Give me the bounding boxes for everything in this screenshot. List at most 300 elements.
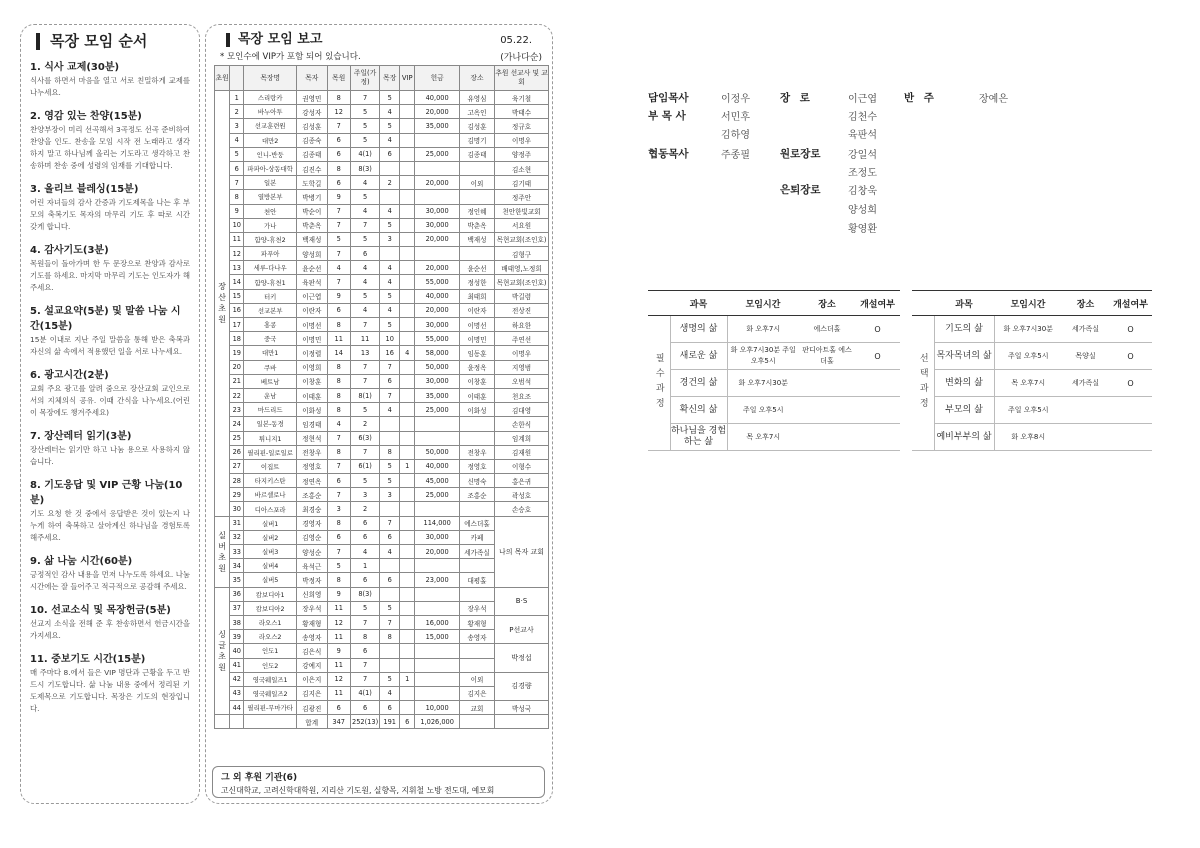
course-place: [799, 370, 855, 397]
report-cell: 11: [327, 630, 350, 644]
report-row: [215, 190, 549, 204]
report-cell: 16: [380, 346, 400, 360]
report-cell: 김종태: [297, 147, 327, 161]
report-cell: 9: [327, 644, 350, 658]
report-cell: [459, 431, 494, 445]
report-cell: 열방본부: [244, 190, 297, 204]
report-body: [215, 91, 549, 729]
report-cell: 22: [230, 388, 244, 402]
report-cell: 40: [230, 644, 244, 658]
report-cell: [415, 601, 460, 615]
report-cell: 이형수: [495, 459, 549, 473]
report-cell: 4(1): [350, 147, 379, 161]
report-cell: 파파아-상동대학: [244, 161, 297, 175]
report-cell: 21: [230, 374, 244, 388]
report-cell: 인니-반둥: [244, 147, 297, 161]
report-cell: 27: [230, 459, 244, 473]
report-cell: [415, 417, 460, 431]
report-cell: 바르셀로나: [244, 488, 297, 502]
course-row: [912, 316, 1152, 343]
supporter-cell: P선교사: [495, 615, 549, 643]
course-open: O: [1109, 370, 1152, 397]
report-cell: 1: [350, 559, 379, 573]
report-cell: 40,000: [415, 91, 460, 105]
report-row: [215, 247, 549, 261]
report-cell: [400, 545, 415, 559]
report-cell: 세루-다나우: [244, 261, 297, 275]
report-cell: 캄보디아1: [244, 587, 297, 601]
report-cell: 33: [230, 545, 244, 559]
report-cell: 6: [327, 701, 350, 715]
report-cell: 16: [230, 303, 244, 317]
report-cell: 11: [230, 232, 244, 246]
report-row: [215, 672, 549, 686]
course-name: 경건의 삶: [670, 370, 727, 397]
total-cell: [459, 715, 494, 729]
report-cell: 35: [230, 573, 244, 587]
report-cell: [400, 232, 415, 246]
report-cell: 최경숭: [297, 502, 327, 516]
report-cell: 라오스2: [244, 630, 297, 644]
report-cell: 김형구: [495, 247, 549, 261]
report-cell: 김지은: [297, 686, 327, 700]
order-step-body: 찬양부장이 미리 선곡해서 3곡정도 선곡 준비하여 찬양을 인도. 찬송을 모임 시작 전 노래라고 생각하지 말고 하나님께 올리는 기도라고 생각하고 찬송하며 찬송 중에 성령의 임재를 기대합니다.: [30, 125, 190, 170]
report-cell: [400, 119, 415, 133]
report-cell: 6: [327, 530, 350, 544]
report-cell: 필리핀-무마가타: [244, 701, 297, 715]
course-row: [648, 316, 900, 343]
report-cell: 라오스1: [244, 615, 297, 629]
report-cell: 30,000: [415, 204, 460, 218]
course-open: O: [855, 316, 900, 343]
report-cell: 박순이: [297, 204, 327, 218]
report-cell: 박태수: [495, 105, 549, 119]
course-name: 새로운 삶: [670, 343, 727, 370]
report-cell: 김광진: [297, 701, 327, 715]
report-cell: 8: [327, 516, 350, 530]
report-cell: 박춘옥: [459, 218, 494, 232]
report-cell: 16,000: [415, 615, 460, 629]
report-cell: 2: [350, 417, 379, 431]
meeting-order-panel: [20, 24, 200, 804]
report-cell: 손한식: [495, 417, 549, 431]
report-cell: 육판석: [297, 275, 327, 289]
report-cell: [400, 417, 415, 431]
report-cell: 김종숙: [297, 133, 327, 147]
order-step: [30, 427, 190, 468]
report-cell: 9: [327, 190, 350, 204]
report-cell: 5: [380, 601, 400, 615]
report-cell: [400, 403, 415, 417]
course-place: 세가족실: [1062, 316, 1109, 343]
report-row: [215, 445, 549, 459]
report-cell: 8: [327, 403, 350, 417]
report-cell: 송영자: [297, 630, 327, 644]
report-cell: 임동훈: [459, 346, 494, 360]
report-cell: 8: [350, 630, 379, 644]
order-step-body: 장산레터는 읽기만 하고 나눔 용으로 사용하지 않습니다.: [30, 445, 190, 466]
report-cell: [400, 573, 415, 587]
elder-label: 장 로: [780, 92, 813, 104]
report-cell: [400, 601, 415, 615]
report-cell: 2: [380, 176, 400, 190]
report-cell: 50,000: [415, 360, 460, 374]
course-time: 주일 오후5시: [994, 343, 1062, 370]
course-open: [855, 397, 900, 424]
report-cell: 30: [230, 502, 244, 516]
course-open: [855, 370, 900, 397]
course-place: 목양실: [1062, 343, 1109, 370]
course-name: 변화의 삶: [934, 370, 994, 397]
report-cell: 7: [350, 615, 379, 629]
header-cell: 장소: [459, 66, 494, 91]
report-cell: 전창우: [459, 445, 494, 459]
course-name: 생명의 삶: [670, 316, 727, 343]
report-cell: 41: [230, 658, 244, 672]
report-cell: 김진수: [297, 161, 327, 175]
report-cell: 10: [380, 332, 400, 346]
report-cell: [400, 147, 415, 161]
report-cell: 손승호: [495, 502, 549, 516]
report-cell: 이창훈: [459, 374, 494, 388]
report-cell: 정주안: [495, 190, 549, 204]
report-cell: 7: [350, 445, 379, 459]
report-row: [215, 161, 549, 175]
report-cell: [380, 559, 400, 573]
report-cell: 육석근: [297, 559, 327, 573]
report-cell: [380, 190, 400, 204]
order-step-body: 목원들이 돌아가며 한 두 문장으로 찬양과 감사로 기도를 하세요. 마지막 마무리 기도는 인도자가 해주세요.: [30, 259, 190, 292]
report-cell: 55,000: [415, 332, 460, 346]
report-cell: 10: [230, 218, 244, 232]
report-row: [215, 105, 549, 119]
report-cell: [459, 502, 494, 516]
report-cell: 7: [380, 360, 400, 374]
report-cell: 20: [230, 360, 244, 374]
report-cell: 7: [327, 247, 350, 261]
organist-name: 장예은: [979, 94, 1008, 105]
total-members: 347: [327, 715, 350, 729]
report-cell: 4: [350, 275, 379, 289]
report-cell: [459, 417, 494, 431]
header-cell: 주일(가정): [350, 66, 379, 91]
report-cell: 23,000: [415, 573, 460, 587]
report-cell: [400, 374, 415, 388]
header-cell: 초원: [215, 66, 230, 91]
report-cell: [400, 204, 415, 218]
report-cell: 백재성: [459, 232, 494, 246]
report-cell: 대평홀: [459, 573, 494, 587]
report-cell: [400, 644, 415, 658]
report-cell: 5: [380, 318, 400, 332]
report-cell: 이명우: [495, 133, 549, 147]
order-step-title: 1. 식사 교제(30분): [30, 62, 120, 73]
report-cell: [400, 516, 415, 530]
report-cell: 정성한: [459, 275, 494, 289]
course-header-cell: 과목: [934, 291, 994, 316]
report-cell: 인도2: [244, 658, 297, 672]
order-step-title: 11. 중보기도 시간(15분): [30, 654, 146, 665]
report-cell: 4: [380, 105, 400, 119]
group-cell: 장산초원: [215, 91, 230, 517]
support-text: 고신대학교, 고려신학대학원, 지리산 기도원, 실향목, 지휘철 노방 전도대, 예모회: [221, 786, 495, 795]
course-header-row: [912, 291, 1152, 316]
report-cell: 이집트: [244, 459, 297, 473]
report-cell: 박길렴: [495, 289, 549, 303]
report-cell: 36: [230, 587, 244, 601]
report-cell: 7: [350, 374, 379, 388]
report-cell: 이영희: [297, 360, 327, 374]
report-cell: [400, 176, 415, 190]
report-cell: 강예지: [297, 658, 327, 672]
report-cell: 13: [230, 261, 244, 275]
report-cell: [400, 686, 415, 700]
report-cell: 7: [327, 431, 350, 445]
report-cell: 20,000: [415, 261, 460, 275]
total-gathering: 191: [380, 715, 400, 729]
report-cell: 대만2: [244, 133, 297, 147]
coop-pastor-label: 협동목사: [648, 148, 689, 160]
report-cell: 1: [400, 672, 415, 686]
report-cell: [400, 190, 415, 204]
course-time: 화 오후8시: [994, 424, 1062, 451]
lead-pastor-name: 이정우: [721, 94, 750, 105]
report-cell: 25: [230, 431, 244, 445]
order-step-title: 6. 광고시간(2분): [30, 370, 109, 381]
report-cell: 이외: [459, 176, 494, 190]
order-step-title: 5. 설교요약(5분) 및 말씀 나눔 시간(15분): [30, 306, 181, 332]
report-cell: 32: [230, 530, 244, 544]
report-cell: 20,000: [415, 105, 460, 119]
report-cell: 이명선: [459, 318, 494, 332]
report-cell: 영국웨일즈2: [244, 686, 297, 700]
report-row: [215, 261, 549, 275]
report-row: [215, 360, 549, 374]
assoc-pastor-name: 서민후: [721, 112, 750, 123]
header-cell: 헌금: [415, 66, 460, 91]
report-cell: 5: [327, 559, 350, 573]
course-name: 확신의 삶: [670, 397, 727, 424]
report-cell: 25,000: [415, 403, 460, 417]
report-cell: [400, 658, 415, 672]
order-step: [30, 180, 190, 233]
report-cell: 8: [327, 388, 350, 402]
report-cell: 가나: [244, 218, 297, 232]
order-step: [30, 58, 190, 99]
course-header-cell: 개설여부: [855, 291, 900, 316]
course-name: 부모의 삶: [934, 397, 994, 424]
report-cell: 35,000: [415, 388, 460, 402]
report-cell: [400, 261, 415, 275]
report-cell: [415, 644, 460, 658]
report-cell: 정영호: [297, 459, 327, 473]
course-place: 판디아트홀 에스더홀: [799, 343, 855, 370]
report-row: [215, 133, 549, 147]
report-cell: 일본-동경: [244, 417, 297, 431]
report-cell: 4(1): [350, 686, 379, 700]
report-cell: 4: [327, 261, 350, 275]
course-place: [799, 424, 855, 451]
report-cell: [380, 247, 400, 261]
report-cell: 8: [380, 445, 400, 459]
report-cell: 8: [327, 573, 350, 587]
report-cell: 고옥인: [459, 105, 494, 119]
report-cell: 10,000: [415, 701, 460, 715]
total-cell: [244, 715, 297, 729]
order-step-title: 8. 기도응답 및 VIP 근황 나눔(10분): [30, 480, 183, 506]
report-cell: 6: [380, 530, 400, 544]
report-cell: 이근엽: [297, 289, 327, 303]
report-cell: 8: [230, 190, 244, 204]
retired-elder-name: 양성희: [848, 205, 877, 216]
report-cell: [380, 431, 400, 445]
order-step: [30, 366, 190, 419]
report-cell: 114,000: [415, 516, 460, 530]
elective-course-body: [912, 316, 1152, 451]
elective-course-table: [912, 290, 1152, 451]
meeting-report-panel: [205, 24, 553, 804]
report-cell: 중국: [244, 332, 297, 346]
total-cell: [230, 715, 244, 729]
report-cell: 6: [327, 133, 350, 147]
report-row: [215, 147, 549, 161]
report-cell: 실버2: [244, 530, 297, 544]
report-cell: 12: [327, 105, 350, 119]
report-cell: 3: [230, 119, 244, 133]
report-cell: [400, 388, 415, 402]
report-cell: 베트남: [244, 374, 297, 388]
report-cell: 5: [380, 119, 400, 133]
report-row: [215, 701, 549, 715]
report-cell: 6: [350, 516, 379, 530]
report-cell: 정영호: [459, 459, 494, 473]
report-cell: 4: [380, 275, 400, 289]
report-cell: 신희영: [297, 587, 327, 601]
report-cell: 8: [327, 445, 350, 459]
report-cell: 튀니지1: [244, 431, 297, 445]
order-step-body: 매 주마다 8.에서 들은 VIP 명단과 근황을 두고 반드시 기도합니다. 삶 나눔 내용 중에서 정리된 기도제목으로 기도합니다. 목장은 기도의 현장입니다.: [30, 668, 190, 713]
report-cell: 34: [230, 559, 244, 573]
coop-pastor-name: 주종필: [721, 150, 750, 161]
report-cell: 4: [230, 133, 244, 147]
report-row: [215, 474, 549, 488]
report-cell: 오범석: [495, 374, 549, 388]
course-header-row: [648, 291, 900, 316]
report-cell: 38: [230, 615, 244, 629]
report-cell: 5: [380, 474, 400, 488]
report-cell: 김명기: [459, 133, 494, 147]
course-name: 하나님을 경험하는 삶: [670, 424, 727, 451]
order-step-body: 선교지 소식을 전해 준 후 찬송하면서 헌금시간을 가지세요.: [30, 619, 190, 640]
report-cell: 실버5: [244, 573, 297, 587]
report-cell: 11: [327, 601, 350, 615]
report-cell: 8: [327, 91, 350, 105]
report-cell: 7: [350, 360, 379, 374]
course-time: 화 오후7시30분: [727, 370, 799, 397]
report-cell: [400, 431, 415, 445]
report-cell: 6: [350, 701, 379, 715]
report-cell: 김영순: [297, 530, 327, 544]
report-cell: [400, 445, 415, 459]
report-cell: 11: [327, 332, 350, 346]
report-cell: 50,000: [415, 445, 460, 459]
report-cell: 9: [327, 587, 350, 601]
report-cell: 양성희: [297, 247, 327, 261]
report-cell: 정연옥: [297, 474, 327, 488]
report-cell: 19: [230, 346, 244, 360]
report-row: [215, 516, 549, 530]
report-cell: 25,000: [415, 147, 460, 161]
report-cell: 3: [350, 488, 379, 502]
report-cell: [415, 431, 460, 445]
report-cell: 7: [350, 218, 379, 232]
report-cell: 35,000: [415, 119, 460, 133]
report-cell: 윤정옥: [459, 360, 494, 374]
report-cell: 6: [380, 374, 400, 388]
order-step: [30, 552, 190, 593]
report-cell: [400, 360, 415, 374]
report-cell: 7: [327, 488, 350, 502]
report-cell: 함양-휴천2: [244, 232, 297, 246]
report-row: [215, 332, 549, 346]
header-cell: 목장: [380, 66, 400, 91]
course-row: [648, 424, 900, 451]
report-cell: 김대영: [495, 403, 549, 417]
report-cell: 일본: [244, 176, 297, 190]
report-cell: 1: [400, 459, 415, 473]
report-cell: [459, 559, 494, 573]
report-cell: [400, 559, 415, 573]
report-table: [214, 65, 549, 729]
course-open: [1109, 424, 1152, 451]
report-cell: [459, 644, 494, 658]
report-cell: [415, 190, 460, 204]
report-note: * 모인수에 VIP가 포함 되어 있습니다.: [220, 52, 361, 62]
report-cell: 4: [380, 545, 400, 559]
report-cell: 6: [350, 530, 379, 544]
report-cell: 장우석: [459, 601, 494, 615]
report-cell: 8: [327, 374, 350, 388]
report-cell: 홍콩: [244, 318, 297, 332]
report-cell: 7: [327, 275, 350, 289]
retired-elder-name: 황영환: [848, 224, 877, 235]
report-cell: 실버1: [244, 516, 297, 530]
report-header-row: [215, 66, 549, 91]
report-cell: 7: [327, 545, 350, 559]
report-cell: 6: [380, 573, 400, 587]
report-cell: 12: [327, 672, 350, 686]
report-cell: 15,000: [415, 630, 460, 644]
report-cell: 8: [327, 360, 350, 374]
report-cell: 유영심: [459, 91, 494, 105]
report-cell: [415, 587, 460, 601]
report-date: 05.22.: [500, 35, 532, 46]
report-row: [215, 417, 549, 431]
report-cell: 4: [380, 204, 400, 218]
course-name: 기도의 삶: [934, 316, 994, 343]
report-cell: 20,000: [415, 232, 460, 246]
order-step: [30, 241, 190, 294]
report-cell: 4: [400, 346, 415, 360]
course-name: 목자목녀의 삶: [934, 343, 994, 370]
report-cell: 이명민: [459, 332, 494, 346]
report-cell: [400, 488, 415, 502]
report-cell: 2: [350, 502, 379, 516]
report-cell: 4: [380, 403, 400, 417]
report-cell: 58,000: [415, 346, 460, 360]
report-cell: 정규호: [495, 119, 549, 133]
report-cell: 황재형: [297, 615, 327, 629]
